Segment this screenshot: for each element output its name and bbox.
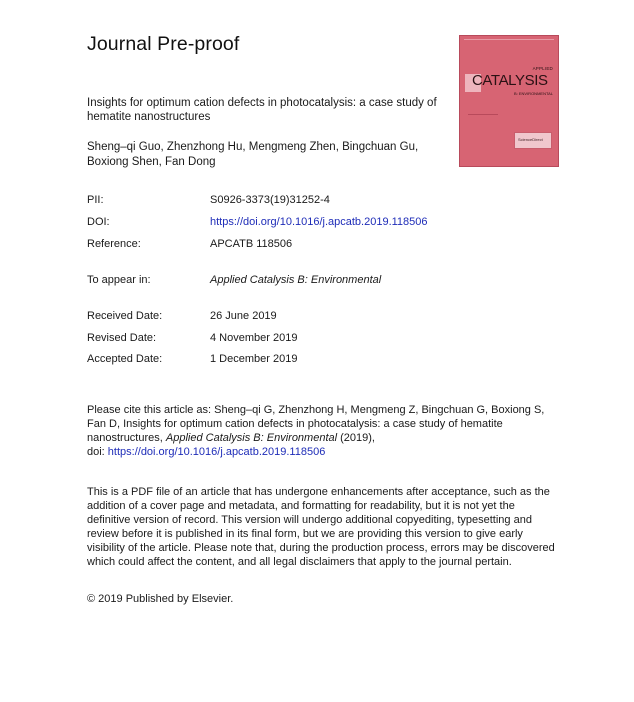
- revised-label: Revised Date:: [87, 332, 157, 344]
- citation-doi-prefix: doi:: [87, 446, 108, 458]
- cover-journal-name: CATALYSIS: [472, 72, 548, 89]
- accepted-label: Accepted Date:: [87, 353, 163, 365]
- journal-preproof-label: Journal Pre-proof: [87, 33, 240, 55]
- citation-year: (2019),: [337, 432, 375, 444]
- journal-cover-image: [459, 35, 559, 167]
- cover-top-rule: [464, 39, 554, 45]
- citation-prefix: Please cite this article as: Sheng–qi G, Zhenzhong H, Mengmeng Z, Bingchuan G, Boxiong S, Fan D, Insights for optimum cation defects in photocatalysis: a case study of hematite nanostructures,: [87, 404, 545, 444]
- revised-value: 4 November 2019: [210, 332, 298, 344]
- pii-label: PII:: [87, 194, 104, 206]
- accepted-value: 1 December 2019: [210, 353, 298, 365]
- doi-link[interactable]: https://doi.org/10.1016/j.apcatb.2019.118506: [210, 216, 428, 228]
- appear-value: Applied Catalysis B: Environmental: [210, 274, 382, 286]
- appear-label: To appear in:: [87, 274, 151, 286]
- cover-subtitle: B: ENVIRONMENTAL: [513, 91, 553, 96]
- citation-journal: Applied Catalysis B: Environmental: [165, 432, 338, 444]
- copyright-line: © 2019 Published by Elsevier.: [87, 593, 234, 605]
- article-authors: Sheng–qi Guo, Zhenzhong Hu, Mengmeng Zhen, Bingchuan Gu, Boxiong Shen, Fan Dong: [87, 141, 419, 168]
- citation-doi-link[interactable]: https://doi.org/10.1016/j.apcatb.2019.118506: [107, 446, 326, 458]
- received-label: Received Date:: [87, 310, 163, 322]
- article-title: Insights for optimum cation defects in photocatalysis: a case study of hematite nanostructures: [87, 97, 437, 123]
- cover-divider: [468, 114, 498, 115]
- reference-value: APCATB 118506: [210, 238, 293, 250]
- cover-applied-text: APPLIED: [532, 66, 553, 71]
- cover-publisher-box: [514, 132, 552, 149]
- cover-publisher-text: ScienceDirect: [518, 137, 543, 142]
- reference-label: Reference:: [87, 238, 141, 250]
- doi-label: DOI:: [87, 216, 110, 228]
- received-value: 26 June 2019: [210, 310, 277, 322]
- preproof-notice: This is a PDF file of an article that has undergone enhancements after acceptance, such as the addition of a cover page and metadata, and formatting for readability, but it is not yet the definitive version of record. This version will undergo additional copyediting, typesetting and review before it is published in its final form, but we are providing this version to give early visibility of the article. Please note that, during the production process, errors may be discovered which could affect the content, and all legal disclaimers that apply to the journal pertain.: [87, 486, 555, 568]
- pii-value: S0926-3373(19)31252-4: [210, 194, 330, 206]
- citation-block: [87, 403, 555, 459]
